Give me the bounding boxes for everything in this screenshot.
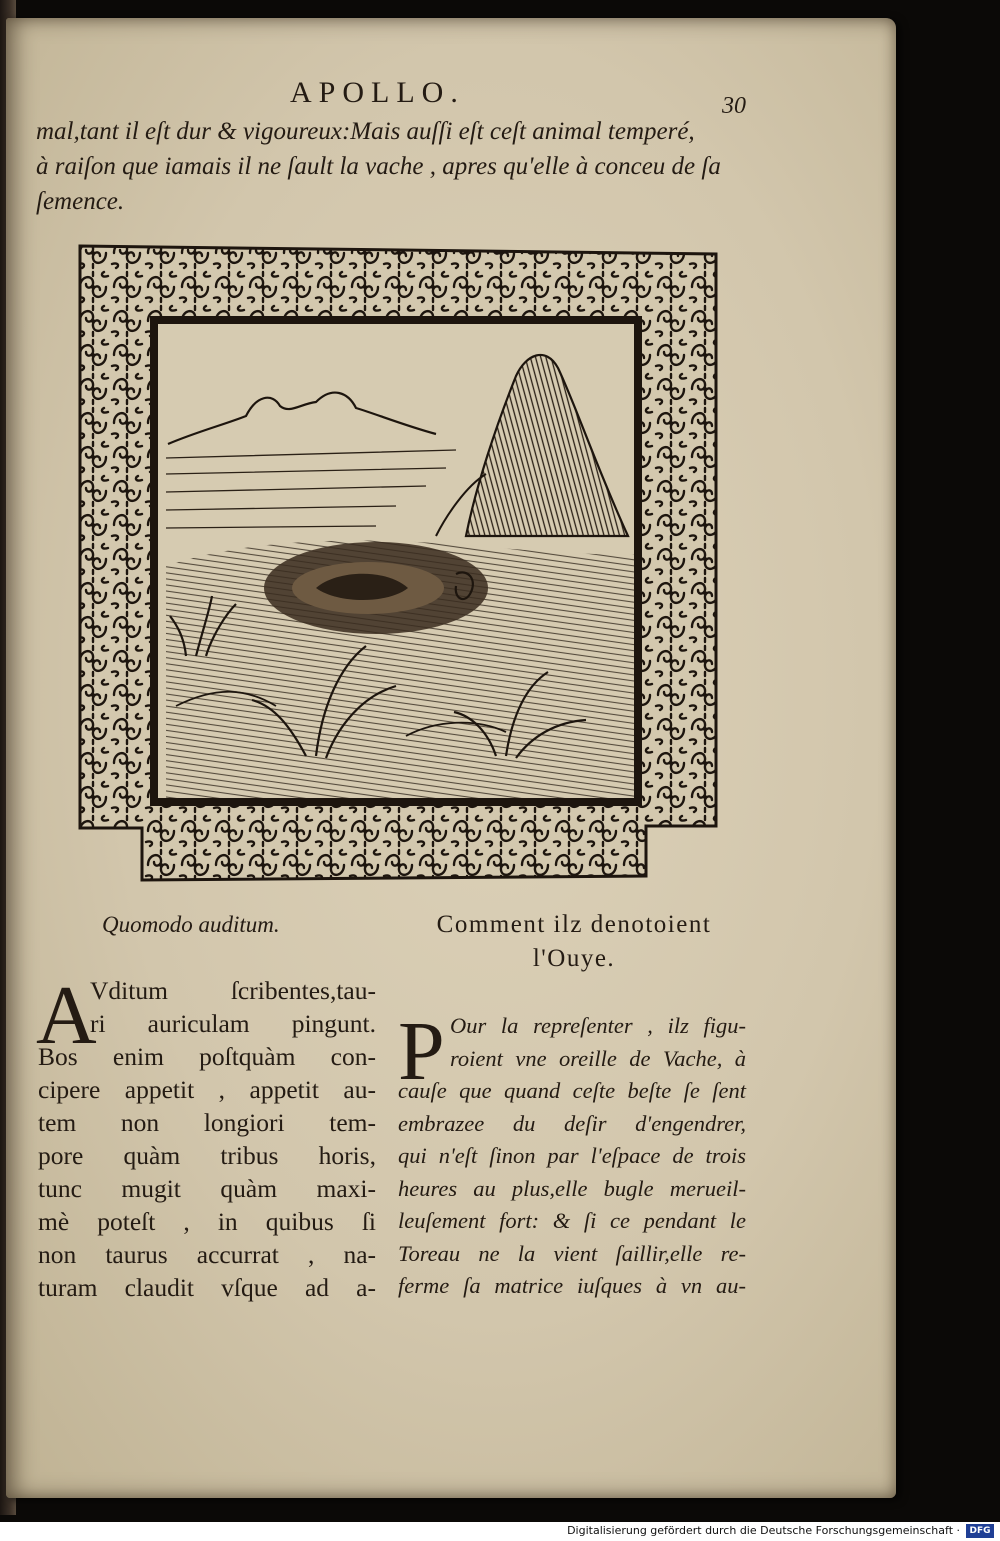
text-line: tem non longiori tem-	[38, 1108, 376, 1137]
french-drop-cap: P	[398, 1005, 445, 1098]
text-line: tunc mugit quàm maxi-	[38, 1174, 376, 1203]
running-head: APOLLO.	[290, 76, 465, 109]
text-line: Toreau ne la vient ſaillir,elle re-	[398, 1240, 746, 1266]
french-section-title	[396, 908, 752, 976]
text-line: roient vne oreille de Vache, à	[450, 1045, 746, 1071]
text-line: leuſement fort: & ſi ce pendant le	[398, 1208, 746, 1233]
text-line: non taurus accurrat , na-	[38, 1240, 376, 1269]
latin-drop-cap: A	[36, 969, 97, 1062]
text-line: Vditum ſcribentes,tau-	[90, 976, 376, 1005]
text-line: turam claudit vſque ad a-	[38, 1273, 376, 1302]
latin-section-title: Quomodo auditum.	[102, 912, 280, 937]
text-line: ſemence.	[36, 188, 125, 215]
text-line: embrazee du deſir d'engendrer,	[398, 1110, 746, 1136]
text-line: cipere appetit , appetit au-	[38, 1075, 376, 1104]
french-title-line: l'Ouye.	[532, 945, 616, 972]
funding-credit: Digitalisierung gefördert durch die Deutsche Forschungsgemeinschaft ·	[567, 1524, 960, 1537]
text-line: Bos enim poſtquàm con-	[38, 1042, 376, 1071]
dfg-logo-icon: DFG	[966, 1524, 994, 1538]
text-line: mè poteſt , in quibus ſi	[38, 1207, 376, 1236]
continuation-text	[36, 114, 766, 219]
text-line: qui n'eſt ſinon par l'eſpace de trois	[398, 1143, 746, 1168]
text-line: Our la repreſenter , ilz figu-	[450, 1013, 746, 1038]
french-column	[398, 1005, 746, 1303]
text-line: ferme ſa matrice iuſques à vn au-	[398, 1273, 746, 1298]
text-line: à raiſon que iamais il ne ſault la vache , apres qu'elle à conceu de ſa	[36, 153, 721, 180]
woodcut-illustration	[76, 236, 720, 886]
text-line: cauſe que quand ceſte beſte ſe ſent	[398, 1078, 746, 1103]
text-line: ri auriculam pingunt.	[90, 1009, 376, 1038]
page-number: 30	[722, 93, 746, 119]
french-title-line: Comment ilz denotoient	[436, 911, 712, 938]
text-line: pore quàm tribus horis,	[38, 1141, 376, 1170]
latin-column	[36, 969, 376, 1304]
text-line: heures au plus,elle bugle merueil-	[398, 1175, 746, 1201]
text-line: mal,tant il eſt dur & vigoureux:Mais auſſi eſt ceſt animal temperé,	[36, 118, 695, 145]
